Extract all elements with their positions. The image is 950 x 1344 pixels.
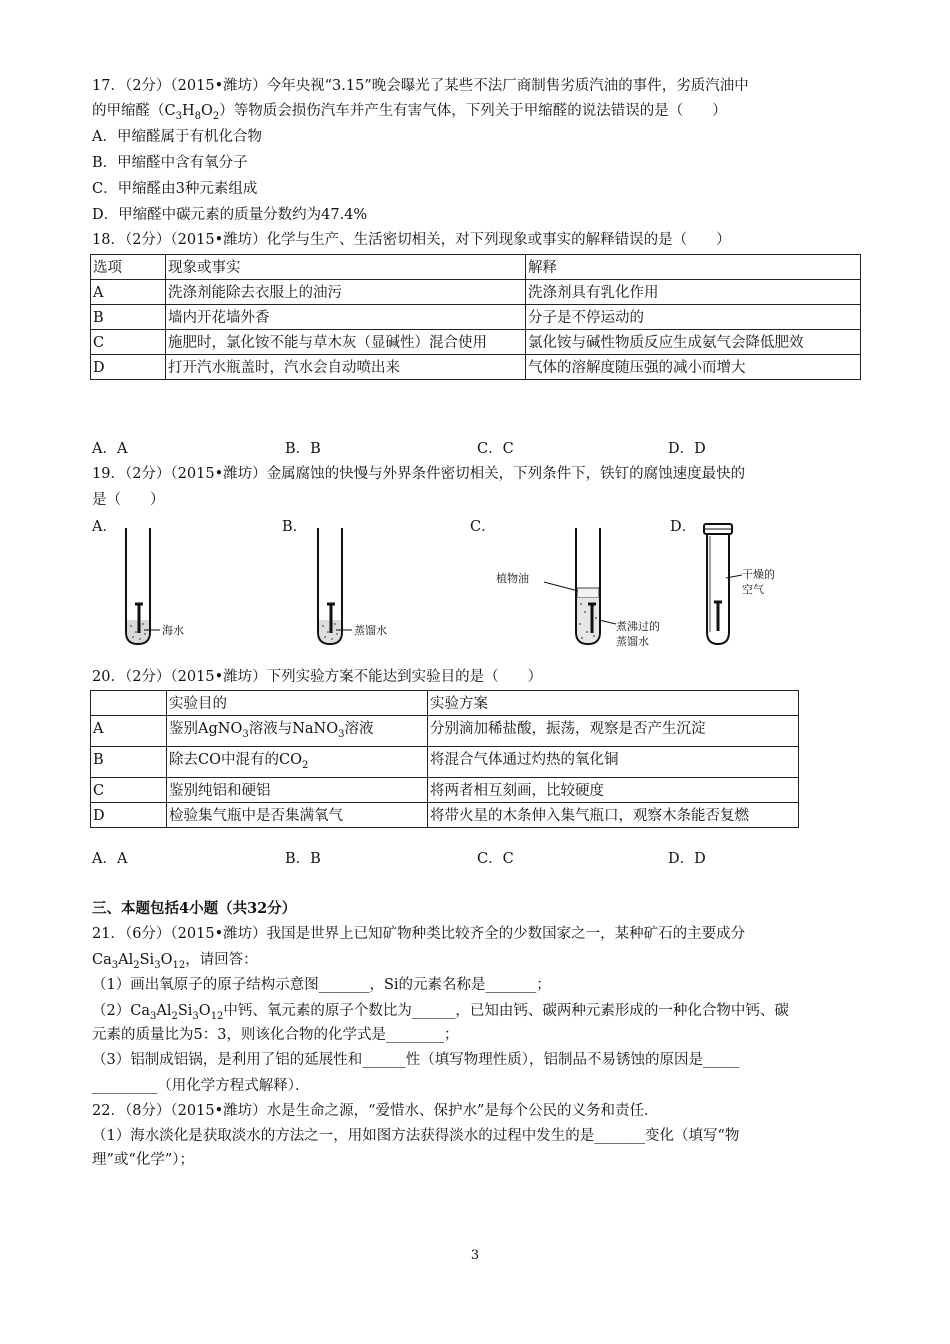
table-row [91,305,861,330]
table-cell: D [91,802,167,827]
table-cell: 施肥时，氯化铵不能与草木灰（显碱性）混合使用 [166,330,526,355]
fig-a-label: 海水 [162,624,184,637]
fig-d-label-2: 空气 [742,583,764,596]
q20-answer-a: A．A [92,851,128,867]
q21-part-1: （1）画出氧原子的原子结构示意图_______，Si的元素名称是_______； [92,977,551,993]
table-cell: 除去CO中混有的$CO_2$ [167,746,428,777]
table-header: 实验方案 [428,691,799,716]
table-cell: 鉴别纯铝和硬铝 [167,777,428,802]
table-cell: C [91,330,166,355]
table-cell: 将两者相互刻画，比较硬度 [428,777,799,802]
q21-part-2: $(2)Ca_3Al_2Si_3O_{12}$中钙、氧元素的原子个数比为______，已知由钙、碳两种元素形成的一种化合物中钙、碳 [92,1003,789,1022]
table-cell: A [91,716,167,747]
q19-figure-c [492,520,682,655]
table-cell: 分别滴加稀盐酸，振荡，观察是否产生沉淀 [428,716,799,747]
table-cell: 气体的溶解度随压强的减小而增大 [526,355,861,380]
table-header: 选项 [91,255,166,280]
q19-label-d: D． [670,519,697,535]
table-cell: B [91,746,167,777]
table-cell: 洗涤剂具有乳化作用 [526,280,861,305]
table-header: 现象或事实 [166,255,526,280]
q18-stem: 18．（2分）（2015•潍坊）化学与生产、生活密切相关，对下列现象或事实的解释错误的是（ ） [92,232,731,248]
table-cell: 洗涤剂能除去衣服上的油污 [166,280,526,305]
table-cell: A [91,280,166,305]
fig-c-water-label-1: 煮沸过的 [616,620,660,633]
q18-answer-c: C．C [477,441,514,457]
table-row [91,777,799,802]
fig-b-label: 蒸馏水 [354,624,387,637]
table-cell: 氯化铵与碱性物质反应生成氨气会降低肥效 [526,330,861,355]
q22-part-1-line2: 理”或“化学”）； [92,1152,194,1168]
q18-table [90,254,861,380]
table-row [91,280,861,305]
table-cell: C [91,777,167,802]
q20-answer-b: B．B [285,851,321,867]
table-cell: 将混合气体通过灼热的氧化铜 [428,746,799,777]
q21-part-3: （3）铝制成铝锅，是利用了铝的延展性和______性（填写物理性质），铝制品不易锈蚀的原因是_____ [92,1052,740,1068]
q17-stem-line2: 的甲缩醛$(C_3H_8O_2)$等物质会损伤汽车并产生有害气体，下列关于甲缩醛的说法错误的是（ ） [92,103,727,122]
table-cell: 将带火星的木条伸入集气瓶口，观察木条能否复燃 [428,802,799,827]
table-row [91,255,861,280]
q17-option-a: A．甲缩醛属于有机化合物 [92,129,262,145]
table-row [91,355,861,380]
table-row [91,716,799,747]
q19-figure-a [112,520,202,655]
table-row [91,691,799,716]
table-cell: 鉴别AgNO$_3$溶液与NaNO$_3$溶液 [167,716,428,747]
q19-stem-line2: 是（ ） [92,492,165,508]
table-row [91,802,799,827]
q19-label-b: B． [282,519,308,535]
fig-d-label-1: 干燥的 [742,568,775,581]
q17-option-b: B．甲缩醛中含有氧分子 [92,155,248,171]
table-header [91,691,167,716]
table-row [91,330,861,355]
q17-stem-line1: 17．（2分）（2015•潍坊）今年央视“3.15”晚会曝光了某些不法厂商制售劣质汽油的事件，劣质汽油中 [92,78,749,94]
q20-answer-c: C．C [477,851,514,867]
q19-figure-b [302,520,412,655]
q19-figure-d [690,520,810,655]
q22-part-1: （1）海水淡化是获取淡水的方法之一，用如图方法获得淡水的过程中发生的是_______变化（填写“物 [92,1128,740,1144]
q19-label-c: C． [470,519,496,535]
q22-stem: 22．（8分）（2015•潍坊）水是生命之源，“爱惜水、保护水”是每个公民的义务和责任． [92,1103,659,1119]
q20-table [90,690,799,828]
q20-stem: 20．（2分）（2015•潍坊）下列实验方案不能达到实验目的是（ ） [92,669,543,685]
table-header: 解释 [526,255,861,280]
page-number: 3 [470,1248,480,1263]
table-cell: D [91,355,166,380]
table-row [91,746,799,777]
fig-c-oil-label: 植物油 [496,572,529,585]
table-cell: 墙内开花墙外香 [166,305,526,330]
q18-answer-d: D．D [668,441,706,457]
q18-answer-a: A．A [92,441,128,457]
table-cell: 分子是不停运动的 [526,305,861,330]
table-cell: B [91,305,166,330]
q21-stem-line2: $Ca_3Al_2Si_3O_{12}$，请回答： [92,952,258,971]
q21-stem-line1: 21．（6分）（2015•潍坊）我国是世界上已知矿物种类比较齐全的少数国家之一，某种矿石的主要成分 [92,926,746,942]
table-cell: 检验集气瓶中是否集满氧气 [167,802,428,827]
q18-answer-b: B．B [285,441,321,457]
section-3-heading: 三、本题包括4小题（共32分） [92,900,297,917]
q19-stem-line1: 19．（2分）（2015•潍坊）金属腐蚀的快慢与外界条件密切相关，下列条件下，铁钉的腐蚀速度最快的 [92,466,746,482]
q17-option-c: C．甲缩醛由3种元素组成 [92,181,258,197]
q21-part-3-line2: _________（用化学方程式解释）． [92,1078,310,1094]
fig-c-water-label-2: 蒸馏水 [616,635,649,648]
q17-option-d: D．甲缩醛中碳元素的质量分数约为47.4% [92,207,368,223]
table-header: 实验目的 [167,691,428,716]
q21-part-2-line2: 元素的质量比为5：3，则该化合物的化学式是________； [92,1027,459,1043]
q19-label-a: A． [92,519,117,535]
table-cell: 打开汽水瓶盖时，汽水会自动喷出来 [166,355,526,380]
q20-answer-d: D．D [668,851,706,867]
